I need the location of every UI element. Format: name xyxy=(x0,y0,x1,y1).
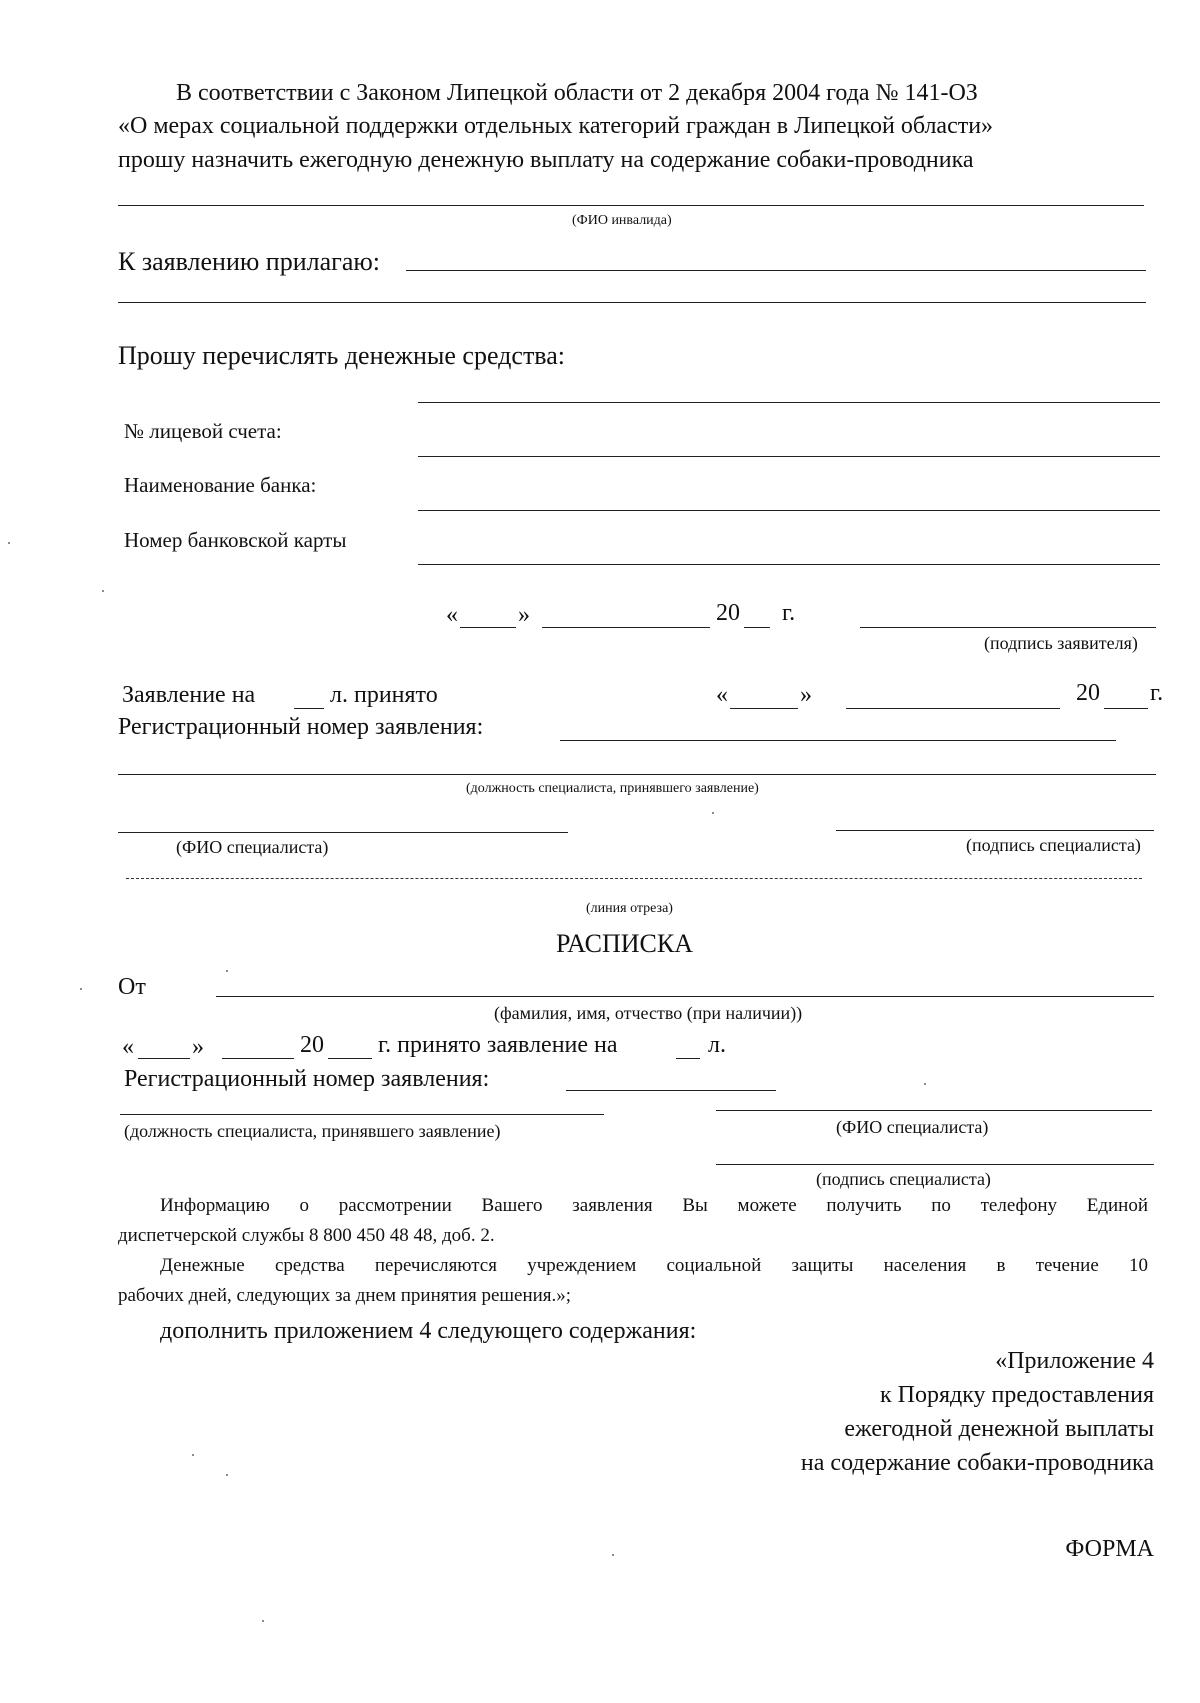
receipt-fio-caption: (ФИО специалиста) xyxy=(836,1117,989,1137)
accepted-text-a: Заявление на xyxy=(122,682,256,708)
receipt-from-label: От xyxy=(118,974,146,1000)
receipt-full-name-caption: (фамилия, имя, отчество (при наличии)) xyxy=(494,1003,803,1023)
info-p2-line2: рабочих дней, следующих за днем принятия решения.»; xyxy=(118,1285,572,1306)
receipt-title: РАСПИСКА xyxy=(556,929,693,958)
card-input-line[interactable] xyxy=(418,564,1160,565)
scan-speck xyxy=(262,1620,264,1622)
receipt-open-quote: « xyxy=(122,1034,134,1060)
scan-speck xyxy=(8,542,10,544)
receipt-year: 20 xyxy=(300,1032,324,1058)
receipt-year-line[interactable] xyxy=(328,1058,372,1059)
info-p2-line1: Денежные средства перечисляются учреждением социальной защиты населения в течение 10 xyxy=(160,1255,1148,1276)
applicant-signature-caption: (подпись заявителя) xyxy=(984,633,1138,653)
receipt-signature-caption: (подпись специалиста) xyxy=(816,1169,991,1189)
receipt-fio-line[interactable] xyxy=(716,1110,1152,1111)
form-label: ФОРМА xyxy=(1065,1536,1154,1562)
attach-line-2[interactable] xyxy=(118,302,1146,303)
appendix-line-3: ежегодной денежной выплаты xyxy=(844,1416,1154,1442)
scan-speck xyxy=(80,988,82,990)
intro-line-1: В соответствии с Законом Липецкой области от 2 декабря 2004 года № 141-ОЗ xyxy=(176,80,978,106)
reg-number-label: Регистрационный номер заявления: xyxy=(118,714,484,740)
scan-speck xyxy=(226,970,228,972)
specialist-position-line[interactable] xyxy=(118,774,1156,775)
receipt-close-quote: » xyxy=(192,1034,204,1060)
accepted-year-suffix: г. xyxy=(1150,680,1164,706)
scan-speck xyxy=(612,1554,614,1556)
specialist-signature-caption: (подпись специалиста) xyxy=(966,835,1141,855)
receipt-signature-line[interactable] xyxy=(716,1164,1154,1165)
receipt-position-caption: (должность специалиста, принявшего заявление) xyxy=(124,1121,501,1141)
reg-number-line[interactable] xyxy=(560,740,1116,741)
accepted-close-quote: » xyxy=(800,682,812,708)
intro-line-2: «О мерах социальной поддержки отдельных категорий граждан в Липецкой области» xyxy=(118,113,994,139)
specialist-fio-caption: (ФИО специалиста) xyxy=(176,837,329,857)
specialist-signature-line[interactable] xyxy=(836,830,1154,831)
date-year-suffix: г. xyxy=(782,600,796,626)
date-year: 20 xyxy=(716,600,740,626)
accepted-open-quote: « xyxy=(716,682,728,708)
info-p1-line2: диспетчерской службы 8 800 450 48 48, доб. 2. xyxy=(118,1225,495,1246)
account-label: № лицевой счета: xyxy=(124,419,282,443)
bank-label: Наименование банка: xyxy=(124,473,317,497)
receipt-accepted-text: г. принято заявление на xyxy=(378,1032,618,1058)
scan-speck xyxy=(192,1454,194,1456)
cut-line xyxy=(126,878,1142,879)
attach-line-1[interactable] xyxy=(406,270,1146,271)
scan-speck xyxy=(712,812,714,814)
date-close-quote: » xyxy=(518,602,530,628)
fio-invalid-caption: (ФИО инвалида) xyxy=(572,213,672,228)
scan-speck xyxy=(226,1474,228,1476)
receipt-month-line[interactable] xyxy=(222,1058,294,1059)
info-p3: дополнить приложением 4 следующего содержания: xyxy=(160,1318,697,1344)
receipt-from-line[interactable] xyxy=(216,996,1154,997)
cut-line-caption: (линия отреза) xyxy=(586,901,673,916)
receipt-position-line[interactable] xyxy=(120,1114,604,1115)
date-year-line[interactable] xyxy=(744,627,770,628)
date-month-line[interactable] xyxy=(542,627,710,628)
scan-speck xyxy=(102,590,104,592)
intro-line-3: прошу назначить ежегодную денежную выплату на содержание собаки-проводника xyxy=(118,147,974,173)
accepted-year-line[interactable] xyxy=(1104,708,1148,709)
info-p1-line1: Информацию о рассмотрении Вашего заявления Вы можете получить по телефону Единой xyxy=(160,1195,1148,1216)
appendix-line-1: «Приложение 4 xyxy=(995,1348,1154,1374)
receipt-reg-label: Регистрационный номер заявления: xyxy=(124,1066,490,1092)
account-input-line[interactable] xyxy=(418,456,1160,457)
transfer-line-top[interactable] xyxy=(418,402,1160,403)
appendix-line-4: на содержание собаки-проводника xyxy=(800,1450,1154,1476)
date-open-quote: « xyxy=(446,602,458,628)
receipt-reg-line[interactable] xyxy=(566,1090,776,1091)
accepted-sheets-line[interactable] xyxy=(294,708,324,709)
appendix-line-2: к Порядку предоставления xyxy=(879,1382,1154,1408)
accepted-year: 20 xyxy=(1076,680,1100,706)
receipt-sheets-label: л. xyxy=(708,1032,726,1058)
accepted-day-line[interactable] xyxy=(730,708,798,709)
card-label: Номер банковской карты xyxy=(124,528,347,552)
specialist-fio-line[interactable] xyxy=(118,832,568,833)
date-day-line[interactable] xyxy=(460,627,516,628)
receipt-day-line[interactable] xyxy=(138,1058,190,1059)
transfer-label: Прошу перечислять денежные средства: xyxy=(118,341,566,370)
fio-invalid-line[interactable] xyxy=(118,205,1144,206)
specialist-position-caption: (должность специалиста, принявшего заявление) xyxy=(466,781,759,796)
receipt-sheets-line[interactable] xyxy=(676,1058,700,1059)
applicant-signature-line[interactable] xyxy=(860,627,1156,628)
accepted-text-b: л. принято xyxy=(330,682,438,708)
accepted-month-line[interactable] xyxy=(846,708,1060,709)
scan-speck xyxy=(924,1083,926,1085)
attach-label: К заявлению прилагаю: xyxy=(118,247,381,276)
bank-input-line[interactable] xyxy=(418,510,1160,511)
